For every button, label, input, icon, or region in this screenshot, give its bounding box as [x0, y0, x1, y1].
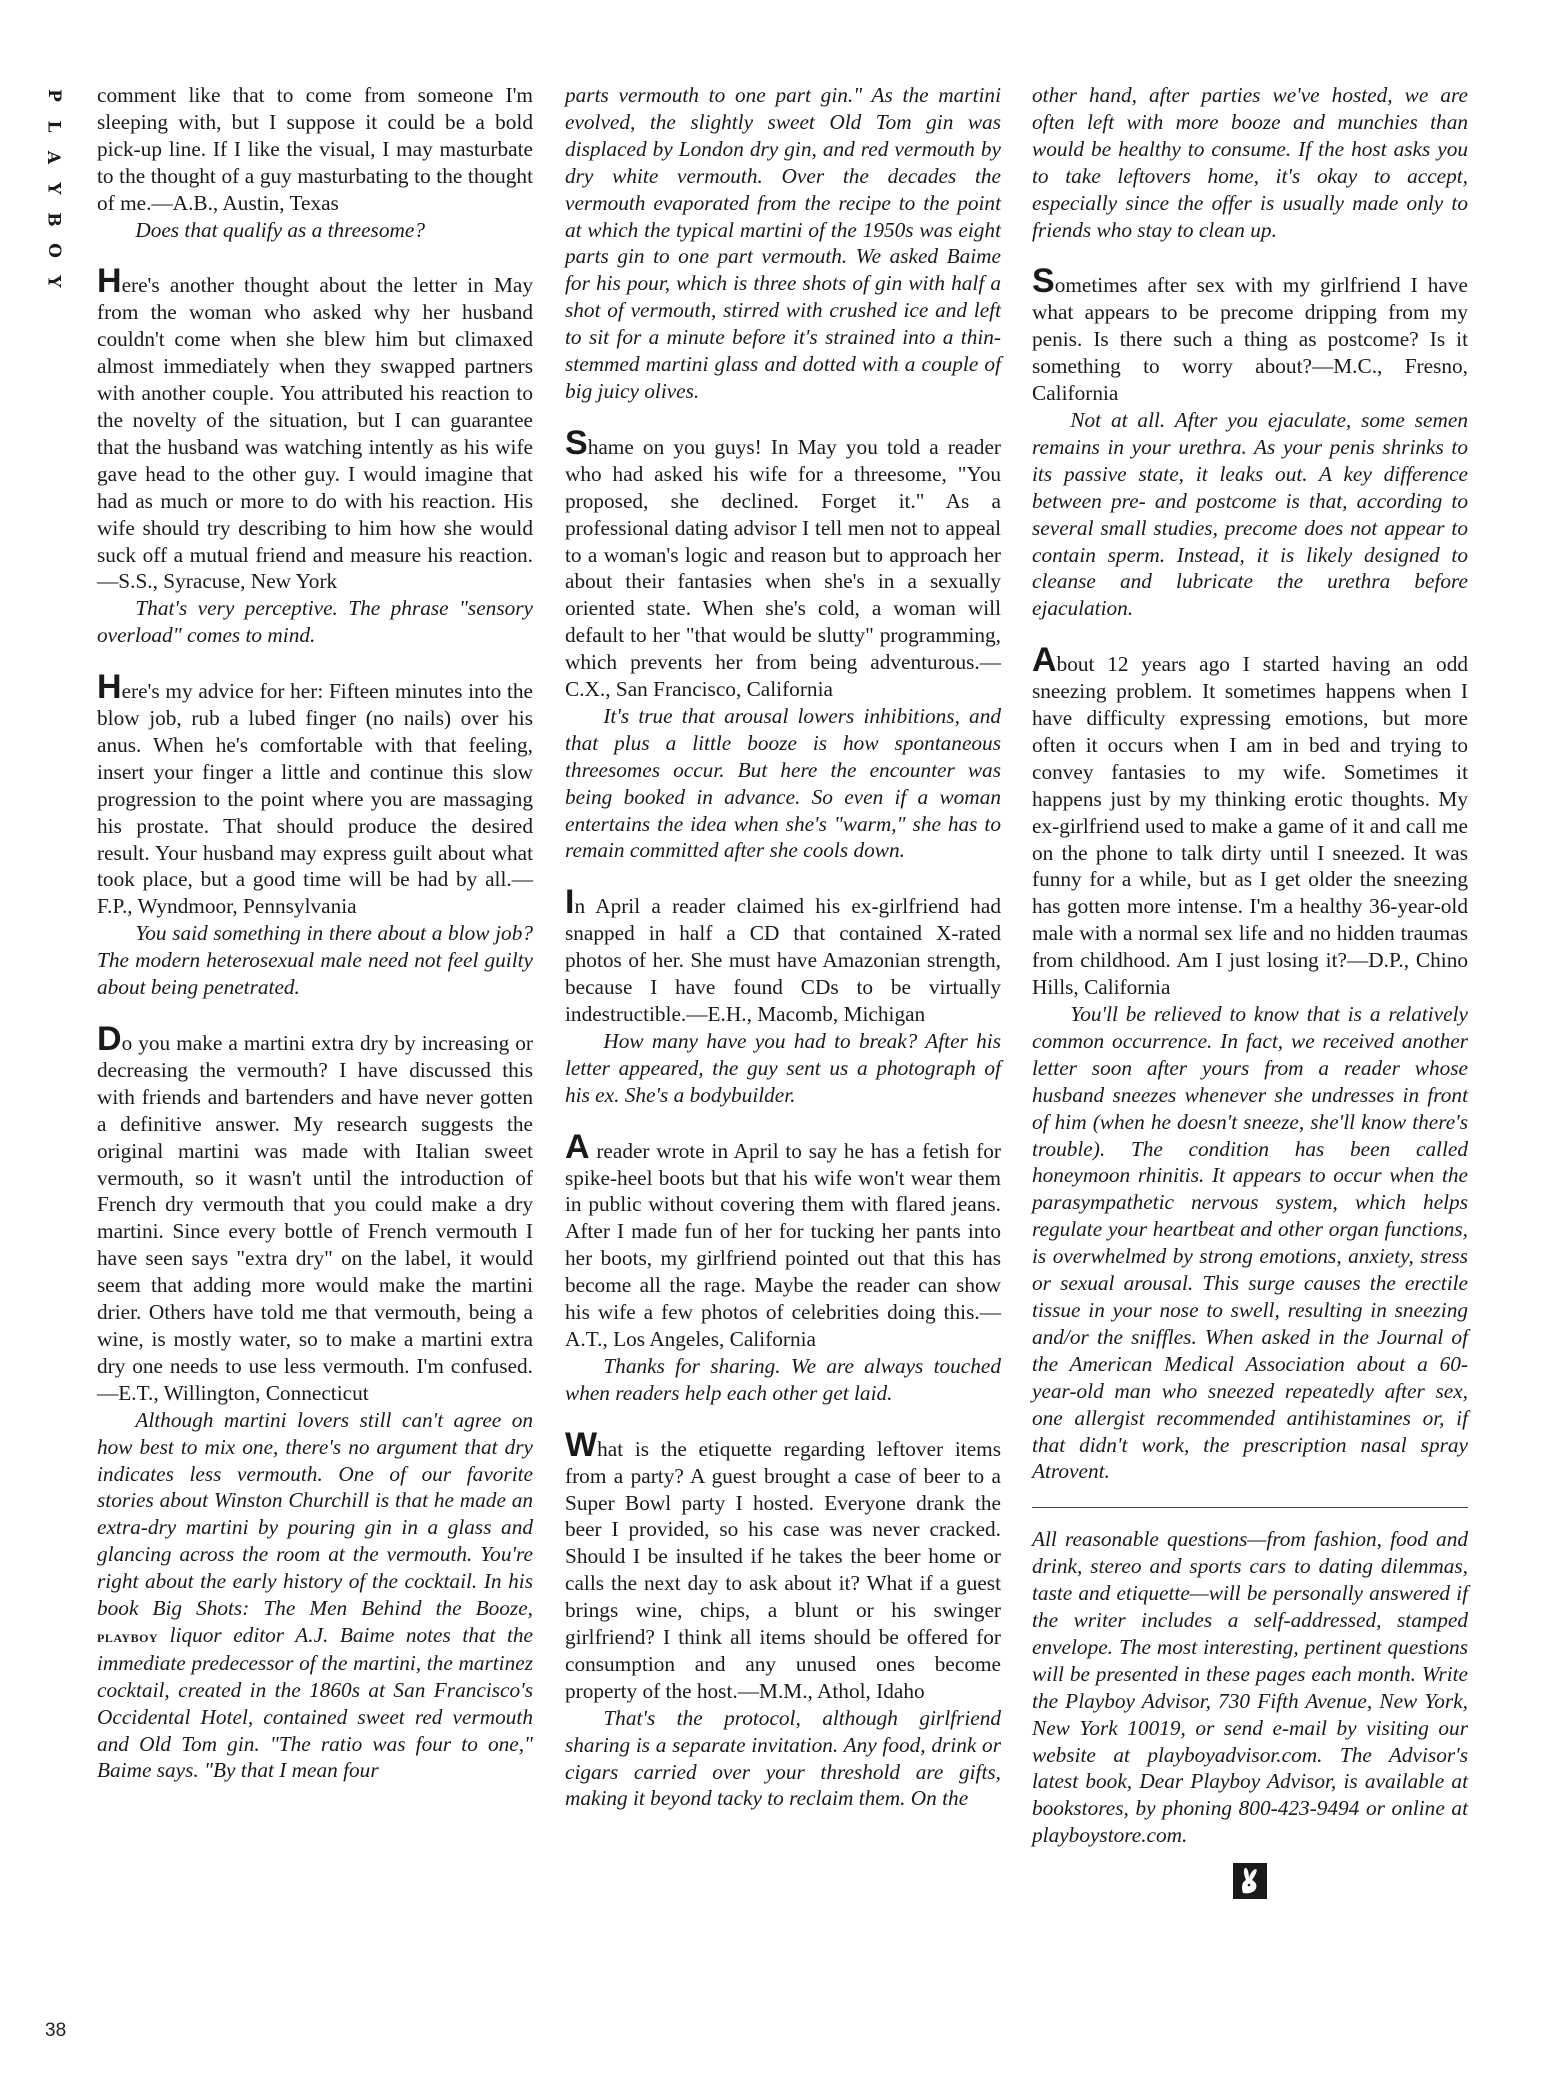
advisor-answer: That's the protocol, although girlfriend sharing is a separate invitation. Any food, drink or cigars carried over your threshold are gifts, making it beyond tacky to reclaim them. On the: [565, 1705, 1001, 1811]
drop-cap: I: [565, 883, 575, 922]
drop-cap: H: [97, 262, 122, 301]
letter-text: comment like that to come from someone I'm sleeping with, but I suppose it could be a bold pick-up line. If I like the visual, I may masturbate to the thought of a guy masturbating to the thought of me.—A.B., Austin, Texas: [97, 83, 533, 215]
advisor-answer: It's true that arousal lowers inhibitions, and that plus a little booze is how spontaneous threesomes occur. But here the encounter was being booked in advance. So even if a woman entertains the idea when she's "warm," she has to remain committed after she cools down.: [565, 703, 1001, 863]
sidebar-letter: L: [43, 120, 64, 133]
letter-text: [1032, 262, 1468, 407]
sidebar-letter: A: [43, 150, 64, 165]
drop-cap: A: [1032, 641, 1057, 680]
section-divider: [1032, 1507, 1468, 1508]
letter-text: [565, 1127, 1001, 1353]
column-2: [565, 82, 1001, 1812]
letter-text: [97, 1020, 533, 1407]
drop-cap: D: [97, 1020, 122, 1058]
letter-body: bout 12 years ago I started having an odd sneezing problem. It sometimes happens when I have difficulty expressing emotions, but more often it occurs when I am in bed and trying to convey fantasies to my wife. Sometimes it happens just by my thinking erotic thoughts. My ex-girlfriend used to make a game of it and call me on the phone to talk dirty until I sneezed. It was funny for a while, but as I get older the sneezing has gotten more intense. I'm a healthy 36-year-old male with a normal sex life and no hidden traumas from childhood. Am I just losing it?—D.P., Chino Hills, California: [1032, 652, 1468, 1000]
letter-body: ometimes after sex with my girlfriend I have what appears to be precome dripping from my penis. Is there such a thing as postcome? Is it something to worry about?—M.C., Fresno, California: [1032, 273, 1468, 406]
drop-cap: H: [97, 668, 122, 707]
column-3: [1032, 82, 1468, 1899]
advisor-answer: Thanks for sharing. We are always touched when readers help each other get laid.: [565, 1353, 1001, 1405]
letter-text: [97, 262, 533, 595]
letter-body: o you make a martini extra dry by increasing or decreasing the vermouth? I have discussed this with friends and bartenders and have never gotten a definitive answer. My research suggests the original martini was made with Italian sweet vermouth, so it wasn't until the introduction of French dry vermouth that you could make a dry martini. Since every bottle of French vermouth I have seen says "extra dry" on the label, it would seem that adding more would make the martini drier. Others have told me that vermouth, being a wine, is mostly water, so to make a martini extra dry one needs to use less vermouth. I'm confused.—E.T., Willington, Connecticut: [97, 1031, 533, 1405]
answer-part: Although martini lovers still can't agree on how best to mix one, there's no argument that dry indicates less vermouth. One of our favorite stories about Winston Churchill is that he made an extra-dry martini by pouring gin in a glass and glancing across the room at the vermouth. You're right about the early history of the cocktail. In his book Big Shots: The Men Behind the Booze,: [97, 1407, 533, 1621]
sidebar-letter: B: [43, 212, 64, 227]
sidebar-letter: Y: [43, 182, 64, 195]
column-1: [97, 82, 533, 1784]
advisor-footer-note: All reasonable questions—from fashion, food and drink, stereo and sports cars to dating dilemmas, taste and etiquette—will be personally answered if the writer includes a self-addressed, stamped envelope. The most interesting, pertinent questions will be presented in these pages each month. Write the Playboy Advisor, 730 Fifth Avenue, New York, New York 10019, or send e-mail by visiting our website at playboyadvisor.com. The Advisor's latest book, Dear Playboy Advisor, is available at bookstores, by phoning 800-423-9494 or online at playboystore.com.: [1032, 1527, 1468, 1848]
letter-text: [1032, 641, 1468, 1001]
letter-body: n April a reader claimed his ex-girlfriend had snapped in half a CD that contained X-rated photos of her. She must have Amazonian strength, because I have found CDs to be virtually indestructible.—E.H., Macomb, Michigan: [565, 894, 1001, 1026]
advisor-answer: How many have you had to break? After his letter appeared, the guy sent us a photograph of his ex. She's a bodybuilder.: [565, 1028, 1001, 1107]
letter-text: [565, 423, 1001, 703]
advisor-answer: That's very perceptive. The phrase "sensory overload" comes to mind.: [97, 596, 533, 648]
letter-text: [565, 1425, 1001, 1705]
sidebar-letter: P: [43, 89, 64, 102]
magazine-sidebar-logo: [38, 80, 68, 297]
advisor-answer: other hand, after parties we've hosted, we are often left with more booze and munchies than would be healthy to consume. If the host asks you to take leftovers home, it's okay to accept, especially since the offer is usually made only to friends who stay to clean up.: [1032, 83, 1468, 242]
advisor-answer: Does that qualify as a threesome?: [135, 217, 425, 242]
drop-cap: W: [565, 1425, 598, 1464]
sidebar-letter: O: [43, 243, 64, 258]
drop-cap: S: [565, 423, 588, 462]
letter-text: [565, 883, 1001, 1028]
advisor-answer: You said something in there about a blow job? The modern heterosexual male need not feel guilty about being penetrated.: [97, 921, 533, 1000]
letter-body: hat is the etiquette regarding leftover items from a party? A guest brought a case of beer to a Super Bowl party I hosted. Everyone drank the beer I provided, so his case was never cracked. Should I be insulted if he takes the beer home or calls the next day to ask about it? What if a guest brings wine, chips, a blunt or his swinger girlfriend? I think all items should be offered for consumption and any unused ones become property of the host.—M.M., Athol, Idaho: [565, 1436, 1001, 1703]
sidebar-letter: Y: [43, 275, 64, 288]
drop-cap: A: [565, 1127, 590, 1166]
letter-body: ere's another thought about the letter in May from the woman who asked why her husband couldn't come when she blew him but climaxed almost immediately when they swapped partners with another couple. You attributed his reaction to the novelty of the situation, but I can guarantee that the husband was watching intently as his wife gave head to the other guy. I would imagine that had as much or more to do with his reaction. His wife should try describing to him how she would suck off a mutual friend and measure his reaction.—S.S., Syracuse, New York: [97, 273, 533, 594]
advisor-answer: You'll be relieved to know that is a relatively common occurrence. In fact, we received another letter soon after yours from a reader whose husband sneezes whenever she undresses in front of him (when he doesn't sneeze, she'll know there's trouble). The condition has been called honeymoon rhinitis. It appears to occur when the parasympathetic nervous system, which helps regulate your heartbeat and other organ functions, is overwhelmed by strong emotions, anxiety, stress or sexual arousal. This surge causes the erectile tissue in your nose to swell, resulting in sneezing and/or the sniffles. When asked in the Journal of the American Medical Association about a 60-year-old man who sneezed repeatedly after sex, one allergist recommended antihistamines or, if that didn't work, the prescription nasal spray Atrovent.: [1032, 1002, 1468, 1484]
rabbit-head-icon: [1233, 1863, 1267, 1899]
advisor-answer: [97, 1407, 533, 1785]
advisor-answer: Not at all. After you ejaculate, some semen remains in your urethra. As your penis shrinks to its passive state, it leaks out. A key difference between pre- and postcome is that, according to several small studies, precome does not appear to contain sperm. Instead, it is likely designed to cleanse and lubricate the urethra before ejaculation.: [1032, 407, 1468, 621]
letter-body: reader wrote in April to say he has a fetish for spike-heel boots but that his wife won't wear them in public without covering them with flared jeans. After I made fun of her for tucking her pants into her boots, my girlfriend pointed out that this has become all the rage. Maybe the reader can show his wife a few photos of celebrities doing this.—A.T., Los Angeles, California: [565, 1138, 1001, 1351]
advisor-answer: parts vermouth to one part gin." As the martini evolved, the slightly sweet Old Tom gin was displaced by London dry gin, and red vermouth by dry white vermouth. Over the decades the vermouth evaporated from the recipe to the point at which the typical martini of the 1950s was eight parts gin to one part vermouth. We asked Baime for his pour, which is three shots of gin with half a shot of vermouth, stirred with crushed ice and left to sit for a minute before it's strained into a thin-stemmed martini glass and dotted with a couple of big juicy olives.: [565, 83, 1001, 403]
answer-part: liquor editor A.J. Baime notes that the immediate predecessor of the martini, the martinez cocktail, created in the 1860s at San Francisco's Occidental Hotel, contained sweet red vermouth and Old Tom gin. "The ratio was four to one," Baime says. "By that I mean four: [97, 1622, 534, 1783]
drop-cap: S: [1032, 262, 1055, 301]
letter-body: ere's my advice for her: Fifteen minutes into the blow job, rub a lubed finger (no nails) over his anus. When he's comfortable with that feeling, insert your finger a little and continue this slow progression to the point where you are massaging his prostate. That should produce the desired result. Your husband may express guilt about what took place, but a good time will be had by all.—F.P., Wyndmoor, Pennsylvania: [97, 679, 533, 919]
page-number: 38: [45, 2020, 67, 2041]
letter-body: hame on you guys! In May you told a reader who had asked his wife for a threesome, "You proposed, she declined. Forget it." As a professional dating advisor I tell men not to appeal to a woman's logic and reason but to approach her about their fantasies when she's in a sexually oriented state. When she's cold, a woman will default to her "that would be slutty" programming, which prevents her from being adventurous.—C.X., San Francisco, California: [565, 434, 1001, 702]
brand-name: playboy: [97, 1625, 159, 1646]
letter-text: [97, 668, 533, 920]
